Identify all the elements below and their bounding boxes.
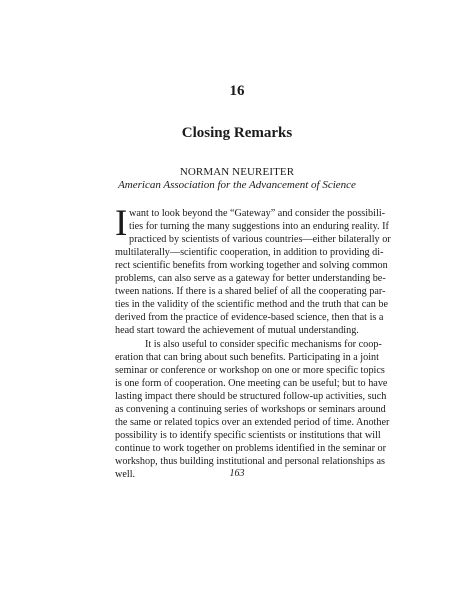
page-number: 163 <box>229 468 245 479</box>
paragraph-1-line: ties for turning the many suggestions into an enduring reality. If <box>129 221 389 233</box>
paragraph-2 <box>115 338 390 482</box>
paragraph-2-line: seminar or conference or workshop on one or more specific topics <box>115 365 385 377</box>
paragraph-1-line: multilaterally—scientific cooperation, in addition to providing di- <box>115 247 384 259</box>
paragraph-2-line: as convening a continuing series of workshops or seminars around <box>115 404 386 416</box>
author-name: NORMAN NEUREITER <box>179 166 295 178</box>
paragraph-1-line: rect scientific benefits from working together and solving common <box>115 260 388 272</box>
paragraph-2-line: possibility is to identify specific scientists or institutions that will <box>115 430 381 442</box>
paragraph-1-line: practiced by scientists of various countries—either bilaterally or <box>129 234 391 246</box>
drop-cap-letter: I <box>115 203 128 244</box>
chapter-title: Closing Remarks <box>181 125 293 141</box>
paragraph-2-line: eration that can bring about such benefits. Participating in a joint <box>115 352 379 364</box>
paragraph-2-line: continue to work together on problems identified in the seminar or <box>115 443 387 455</box>
paragraph-1-line: derived from the practice of evidence-based science, then that is a <box>115 312 384 324</box>
paragraph-2-line: well. <box>115 469 136 481</box>
paragraph-2-line: the same or related topics over an extended period of time. Another <box>115 417 390 429</box>
paragraph-1-line: tween nations. If there is a shared belief of all the cooperating par- <box>115 286 386 298</box>
paragraph-1-line: problems, can also serve as a gateway for better understanding be- <box>115 273 386 285</box>
paragraph-1 <box>115 203 391 337</box>
paragraph-2-line: lasting impact there should be structured follow-up activities, such <box>115 391 387 403</box>
chapter-number: 16 <box>229 83 245 99</box>
paragraph-2-line: is one form of cooperation. One meeting can be useful; but to have <box>115 378 388 390</box>
author-affiliation: American Association for the Advancement of Science <box>118 179 356 191</box>
paragraph-1-line: want to look beyond the “Gateway” and consider the possibili- <box>129 208 386 219</box>
paragraph-1-line: ties in the validity of the scientific method and the truth that can be <box>115 299 389 311</box>
paragraph-2-line: It is also useful to consider specific mechanisms for coop- <box>145 339 382 350</box>
paragraph-1-line: head start toward the achievement of mutual understanding. <box>115 325 359 337</box>
paragraph-2-line: workshop, thus building institutional and personal relationships as <box>115 456 385 468</box>
